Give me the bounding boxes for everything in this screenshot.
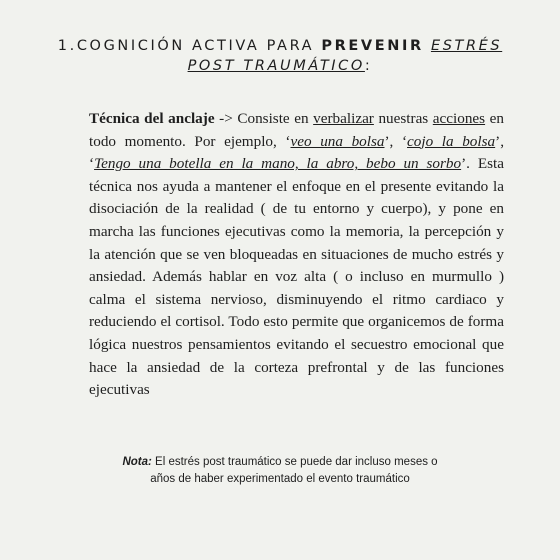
- arrow-text: ->: [214, 110, 238, 127]
- note-label: Nota:: [122, 456, 152, 468]
- body-text-1: Consiste en: [237, 110, 314, 127]
- heading-number: 1.: [57, 38, 77, 54]
- body-text-4: ’, ‘: [384, 132, 408, 150]
- body-paragraph: [89, 108, 504, 402]
- word-acciones: acciones: [432, 110, 486, 127]
- example-2: cojo la bolsa: [407, 132, 496, 150]
- heading-estres: ESTRÉS: [430, 38, 503, 54]
- word-verbalizar: verbalizar: [313, 110, 374, 127]
- heading-text: COGNICIÓN ACTIVA PARA: [76, 38, 322, 54]
- body-text-3: en todo momento. Por ejemplo, ‘: [89, 110, 504, 150]
- body-text-6: ’. Esta técnica nos ayuda a mantener el enfoque en el presente evitando la disociación de la realidad ( de tu entorno y cuerpo), y pone en marcha las funciones ejecutivas como la memoria, la percepción y la atención que se ven bloqueadas en situaciones de mucho estrés y ansiedad. Además hablar en voz alta ( o incluso en murmullo ) calma el sistema nervioso, disminuyendo el ritmo cardiaco y reduciendo el cortisol. Todo esto permite que organicemos de forma lógica nuestros pensamientos evitando el secuestro emocional que hace la ansiedad de la corteza prefrontal y de las funciones ejecutivas: [89, 155, 504, 399]
- example-3: Tengo una botella en la mano, la abro, bebo un sorbo: [94, 155, 462, 173]
- body-text-5: ’, ‘: [89, 132, 504, 173]
- technique-term: Técnica del anclaje: [89, 110, 215, 127]
- footnote: [120, 454, 440, 487]
- heading-post-traumatico: POST TRAUMÁTICO: [187, 58, 365, 74]
- note-text: El estrés post traumático se puede dar incluso meses o años de haber experimentado el evento traumático: [150, 456, 438, 485]
- body-text-2: nuestras: [373, 110, 433, 127]
- section-heading: [40, 36, 520, 76]
- heading-colon: :: [364, 58, 373, 74]
- heading-keyword-prevenir: PREVENIR: [321, 38, 424, 54]
- example-1: veo una bolsa: [290, 132, 385, 150]
